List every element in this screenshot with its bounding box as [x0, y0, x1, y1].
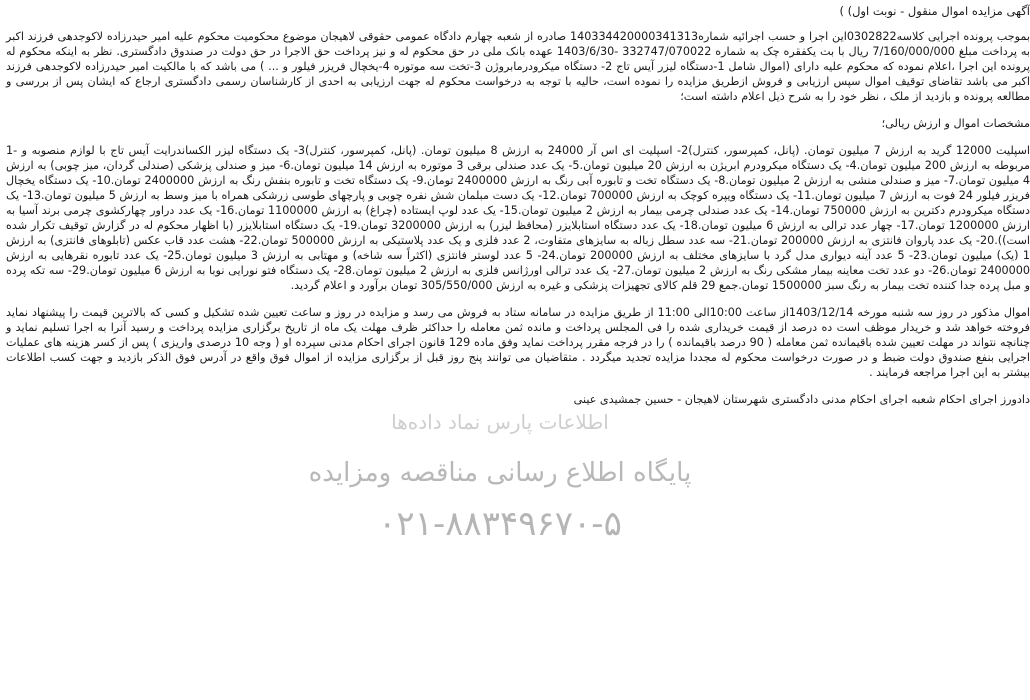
- items-section-heading: مشخصات اموال و ارزش ریالی؛: [881, 117, 1030, 130]
- items-paragraph: اسپلیت 12000 گرید به ارزش 7 میلیون تومان. (پانل، کمپرسور، کنترل)2- اسپلیت ای اس آر 24000 به ارزش 8 میلیون تومان. (پانل، کمپرسور، کنترل)3- یک دستگاه لیزر الکساندرایت آیس تاج با لوازم منصوبه و -1 مربوطه به ارزش 200 میلیون تومان.4- یک دستگاه میکرودرم ابریژن به ارزش 20 میلیون تومان.5- یک عدد صندلی برقی 3 موتوره به ارزش 14 میلیون تومان.6- میز و صندلی پزشکی (صندلی گردان، میز چوبی) به ارزش 4 میلیون تومان.7- میز و صندلی منشی به ارزش 2 میلیون تومان.8- یک دستگاه تخت و تابوره آبی رنگ به ارزش 2400000 تومان.9- یک دستگاه تخت و تابوره بنفش رنگ به ارزش 2400000 تومان.10- یک دستگاه یخچال فریزر فیلور 24 فوت به ارزش 7 میلیون تومان.11- یک دستگاه ویپره کوچک به ارزش 700000 تومان.12- یک دست مبلمان شش نفره چوبی و پارچهای طوسی زرشکی همراه با میز وسط به ارزش 5 میلیون تومان.13- یک دستگاه میکرودرم دکترین به ارزش 750000 تومان.14- یک عدد صندلی چرمی بیمار به ارزش 2 میلیون تومان.15- یک عدد لوپ ایستاده (چراغ) به ارزش 1100000 تومان.16- یک عدد دراور چهارکشوی چرمی برند آسیا به ارزش 1200000 تومان.17- چهار عدد ترالی به ارزش 6 میلیون تومان.18- یک عدد دستگاه استابلایزر (محافظ لیزر) به ارزش 3200000 تومان.19- یک دستگاه استابلایزر (با اظهار محکوم له در گزارش توقیف تکرار شده است)).20- یک عدد پاروان فانتزی به ارزش 200000 تومان.21- سه عدد سطل زباله به سایزهای متفاوت، 2 عدد فلزی و یک عدد پلاستیکی به ارزش 500000 تومان.22- هشت عدد قاب عکس (تابلوهای فانتزی) به ارزش 1 (یک) میلیون تومان.23- 5 عدد آینه دیواری مدل گرد با سایزهای مختلف به ارزش 200000 تومان.24- 5 عدد لوستر فانتزی (اکثراً سه شاخه) و مهتابی به ارزش 3 میلیون تومان.25- یک عدد تابوره نقرهایی به ارزش 2400000 تومان.26- دو عدد تخت معاینه بیمار مشکی رنگ به ارزش 2 میلیون تومان.27- یک عدد ترالی اورژانس فلزی به ارزش 2 میلیون تومان.28- یک دستگاه فتو نورایی نوبا به ارزش 6 میلیون تومان.29- سه تکه پرده و مبل پرده جدا کننده تخت بیمار به رنگ سبز 1500000 تومان.جمع 29 قلم کالای تجهیزات پزشکی و غیره به ارزش 305/550/000 تومان برآورد و اعلام گردید.: [6, 144, 1030, 292]
- notice-title: آگهی مزایده اموال منقول - نوبت اول) ): [839, 4, 1030, 18]
- auction-terms-paragraph: اموال مذکور در روز سه شنبه مورخه 1403/12/14از ساعت 10:00الی 11:00 از طریق مزایده در سامانه ستاد به فروش می رسد و مزایده در روز و ساعت تعیین شده تشکیل و کسی که بالاترین قیمت را پیشنهاد نماید فروخته خواهد شد و خریدار موظف است ده درصد از قیمت خریداری شده را فی المجلس پرداخت و مانده ثمن معامله را حداکثر ظرف مهلت یک ماه از تاریخ برگزاری مزایده پرداخت و رسید آنرا به اجرا تسلیم نماید و چنانچه نتواند در مهلت تعیین شده باقیمانده ثمن معامله ( 90 درصد باقیمانده ) را در فرجه مقرر پرداخت نماید وفق ماده 129 قانون اجرای احکام مدنی سپرده او ( وجه 10 درصدی واریزی ) پس از کسر هزینه های عملیات اجرایی بنفع صندوق دولت ضبط و در صورت درخواست محکوم له مجددا مزایده تجدید میگردد . متقاضیان می توانند پنج روز قبل از برگزاری مزایده از اموال فوق واقع در آدرس فوق الذکر بازدید و جهت کسب اطلاعات بیشتر به این اجرا مراجعه فرمایند .: [6, 306, 1030, 379]
- paragraph-spacer: [6, 293, 1030, 305]
- signature-line: دادورز اجرای احکام شعبه اجرای احکام مدنی دادگستری شهرستان لاهیجان - حسین جمشیدی عینی: [573, 393, 1030, 406]
- watermark-brand: اطلاعات پارس نماد داده‌ها: [391, 410, 609, 434]
- notice-document: [6, 4, 1030, 407]
- watermark-phone: ۰۲۱-۸۸۳۴۹۶۷۰-۵: [378, 504, 622, 544]
- watermark: [270, 402, 730, 612]
- watermark-tagline: پایگاه اطلاع رسانی مناقصه ومزایده: [308, 458, 692, 488]
- notice-intro-paragraph: بموجب پرونده اجرایی کلاسه0302822این اجرا و حسب اجرائیه شماره140334420000341313 صادره از شعبه چهارم دادگاه عمومی حقوقی لاهیجان موضوع محکومیت محکوم علیه امیر حیدرزاده لاکوجدهی فرزند اکبر به پرداخت مبلغ 7/160/000/000 ریال با بت یکفقره چک به شماره 332747/070022 -1403/6/30 عهده بانک ملی در حق محکوم له و نیز پرداخت حق الاجرا در حق دولت در صندوق دادگستری. نظر به اینکه محکوم له پرونده این اجرا ،اعلام نموده که محکوم علیه دارای (اموال شامل 1-دستگاه لیزر آیس تاج 2- دستگاه میکرودرمابروژن 3-تخت سه موتوره 4-یخچال فریزر فیلور و ... ) می باشد که با مالکیت امیر حیدرزاده لاکوجدهی فرزند اکبر می باشد تقاضای توقیف اموال سپس ارزیابی و فروش ازطریق مزایده را نموده است، حالیه با توجه به درخواست محکوم له جهت ارزیابی به احدی از کارشناسان رسمی دادگستری ارجاع که ایشان پس از بررسی و مطالعه پرونده و بازدید از ملک ، نظر خود را به شرح ذیل اعلام داشته است؛: [6, 30, 1030, 103]
